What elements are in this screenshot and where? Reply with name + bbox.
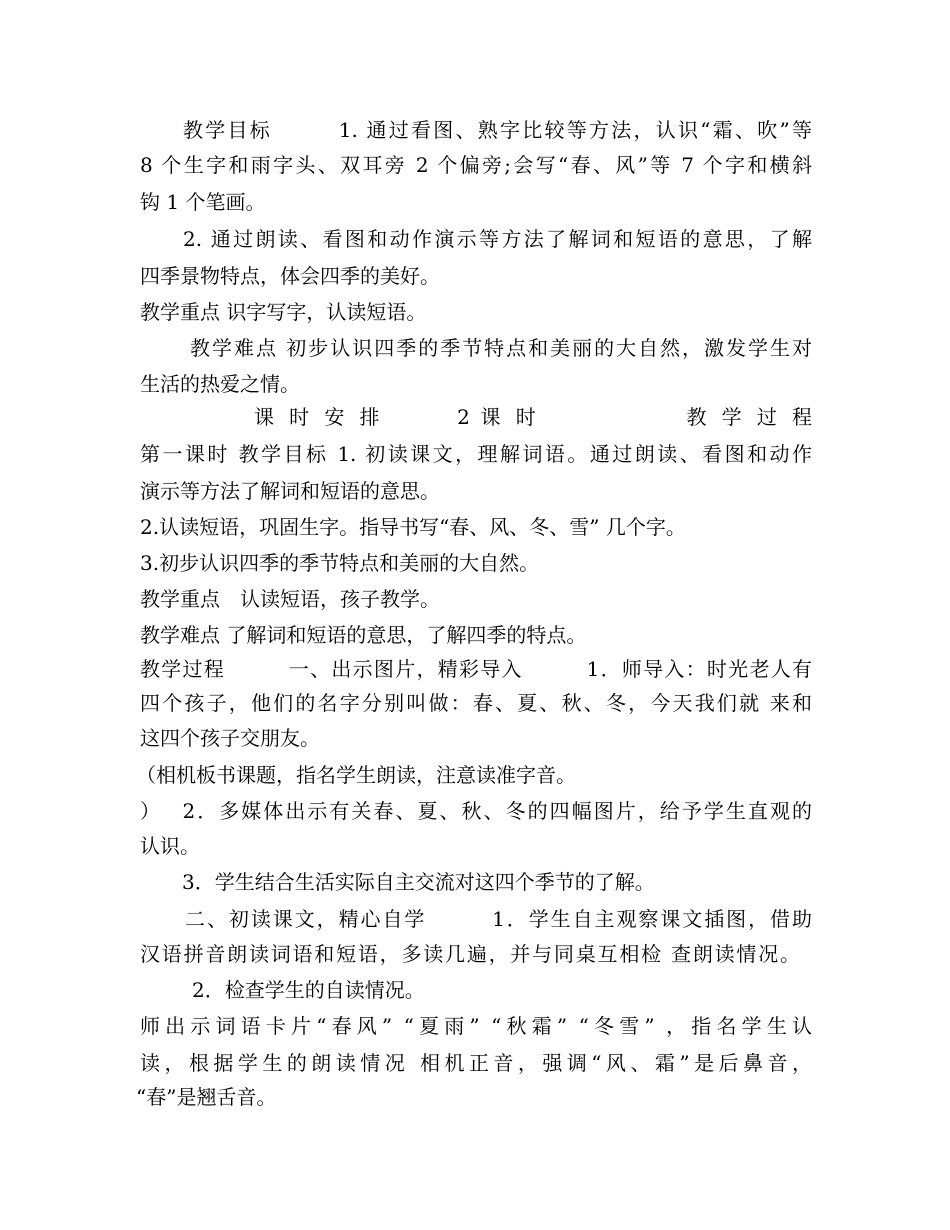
text-line: 教学难点 了解词和短语的意思，了解四季的特点。 (140, 623, 587, 647)
text-line: 8 个生字和雨字头、双耳旁 2 个偏旁;会写“春、风”等 7 个字和横斜 (140, 153, 812, 177)
text-line: 第一课时 教学目标 1. 初读课文，理解词语。通过朗读、看图和动作 (140, 442, 812, 466)
text-line: ） 2．多媒体出示有关春、夏、秋、冬的四幅图片，给予学生直观的 (140, 799, 812, 823)
text-line: 认识。 (140, 834, 200, 858)
text-line: 教学目标 1. 通过看图、熟字比较等方法，认识“霜、吹”等 (183, 118, 812, 142)
text-line: 读，根据学生的朗读情况 相机正音，强调“风、霜”是后鼻音， (140, 1051, 812, 1075)
text-line: 演示等方法了解词和短语的意思。 (140, 479, 440, 503)
text-line: （相机板书课题，指名学生朗读，注意读准字音。 (136, 763, 576, 787)
text-line: 教学过程 一、出示图片，精彩导入 1．师导入：时光老人有 (140, 657, 812, 681)
text-line: 二、初读课文，精心自学 1．学生自主观察课文插图，借助 (185, 907, 812, 931)
text-line: 教学重点 识字写字，认读短语。 (140, 300, 427, 324)
text-line: “春”是翘舌音。 (136, 1085, 277, 1109)
text-line: 3.初步认识四季的季节特点和美丽的大自然。 (140, 551, 540, 575)
text-line: 2.认读短语，巩固生字。指导书写“春、风、冬、雪” 几个字。 (140, 515, 686, 539)
text-line: 这四个孩子交朋友。 (140, 726, 320, 750)
text-line: 四季景物特点，体会四季的美好。 (140, 264, 440, 288)
text-line: 教学难点 初步认识四季的季节特点和美丽的大自然，激发学生对 (190, 336, 812, 360)
text-line: 四个孩子，他们的名字分别叫做：春、夏、秋、冬，今天我们就 来和 (140, 691, 812, 715)
text-line: 教学重点 认读短语，孩子教学。 (140, 587, 440, 611)
text-line: 师出示词语卡片“春风” “夏雨” “秋霜” “冬雪” ，指名学生认 (140, 1014, 812, 1038)
text-line: 生活的热爱之情。 (140, 372, 300, 396)
text-line: 钩 1 个笔画。 (140, 190, 266, 214)
text-line: 3．学生结合生活实际自主交流对这四个季节的了解。 (182, 870, 655, 894)
text-line: 2. 通过朗读、看图和动作演示等方法了解词和短语的意思，了解 (183, 227, 812, 251)
text-line: 汉语拼音朗读词语和短语，多读几遍，并与同桌互相检 查朗读情况。 (140, 942, 800, 966)
text-line: 2．检查学生的自读情况。 (192, 978, 425, 1002)
text-line: 课 时 安 排 2 课 时 教 学 过 程 (254, 405, 812, 429)
